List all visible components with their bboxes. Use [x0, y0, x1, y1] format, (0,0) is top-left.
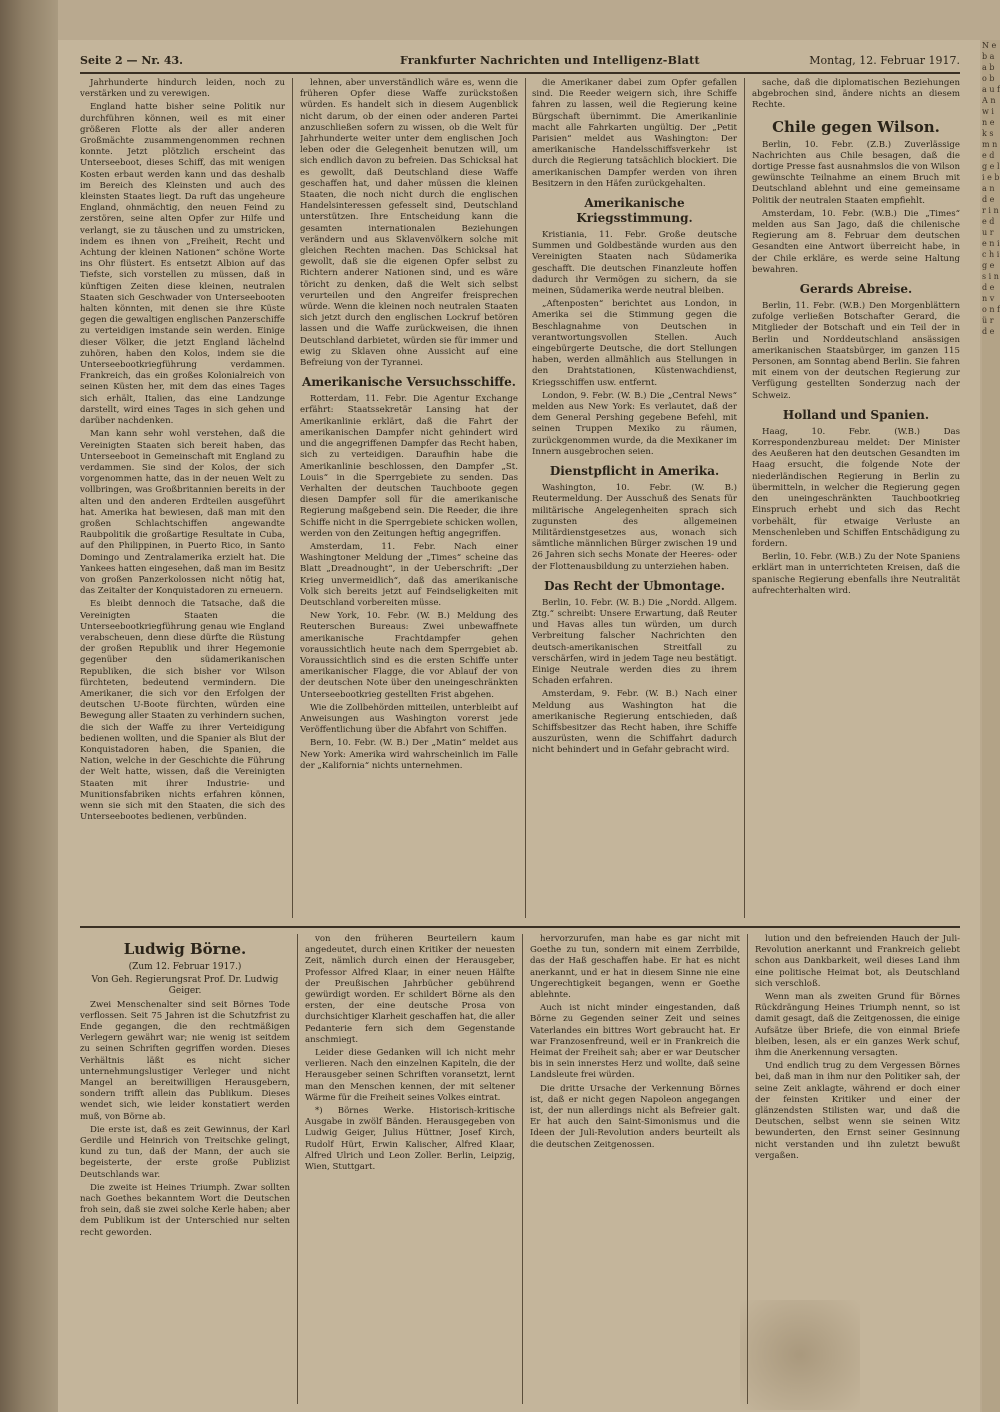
- headline-chile: Chile gegen Wilson.: [772, 117, 940, 136]
- column-divider: [297, 934, 298, 1404]
- paragraph: Amsterdam, 11. Febr. Nach einer Washingtoner Meldung der „Times“ scheine das Blatt „Dreadnought“, in der Ueberschrift: „Der Krieg unvermeidlich“, daß das amerikanische Volk sich bereits jetzt auf Feindseligkeiten mit Deutschland vorbereiten müsse.: [300, 541, 518, 608]
- column-divider: [744, 78, 745, 918]
- paragraph: Zwei Menschenalter sind seit Börnes Tode verflossen. Seit 75 Jahren ist die Schutzfrist zu Ende gegangen, die den rechtmäßigen Verlegern gewährt war; nie wenig ist seitdem zu seinen Schriften gegriffen worden. Dieses Verhältnis läßt es nicht sicher unternehmungslustiger Verleger und nicht Mangel an bereitwilligen Herausgebern, sondern trifft allein das Publikum. Dieses wendet sich, wie leider konstatiert werden muß, von Börne ab.: [80, 999, 290, 1122]
- article-column-4: [752, 78, 960, 918]
- paragraph: England hatte bisher seine Politik nur durchführen können, weil es mit einer größeren Flotte als der aller anderen Großmächte zusammengenommen rechnen konnte. Jetzt plötzlich erscheint das Unterseeboot, dieses Schiff, das mit wenigen Kosten erbaut werden kann und das deshalb im Bereich des Kleinsten und auch des kleinsten Staates liegt. Da ruft das ungeheure England, ohnmächtig, den neuen Feind zu zerstören, seine alten Opfer zur Hilfe und verlangt, sie zu täuschen und zu umstricken, indem es ihnen von „Freiheit, Recht und Achtung der kleinen Nationen“ schöne Worte ins Ohr flüstert. Es entsetzt Albion auf das Tiefste, sich vorstellen zu müssen, daß in künftigen Zeiten diese kleinen, neutralen Staaten sich Geschwader von Unterseebooten halten könnten, mit denen sie ihre Küste gegen die gewaltigen englischen Panzerschiffe zu verteidigen imstande sein werden. Einige dieser Völker, die jetzt England lächelnd zuhören, haben den Kolos, indem sie die Unterseebootkriegführung verdammen. Frankreich, das ein großes Kolonialreich von seinen Küsten her, mit dem das eines Tages sich erhält, Italien, das eine Landzunge darstellt, wird eines Tages in sich gehen und darüber nachdenken.: [80, 102, 285, 427]
- paragraph: Und endlich trug zu dem Vergessen Börnes bei, daß man in ihm nur den Politiker sah, der seine Zeit anklagte, während er doch einer der feinsten Kritiker und einer der glänzendsten Stilisten war, und daß die Deutschen, selbst wenn sie seinen Witz bewunderten, den Ernst seiner Gesinnung nicht verstanden und ihn zuletzt bewußt vergaßen.: [755, 1061, 960, 1161]
- paragraph: Kristiania, 11. Febr. Große deutsche Summen und Goldbestände wurden aus den Vereinigten Staaten nach Südamerika geschafft. Die deutschen Finanzleute hoffen dadurch ihr Vermögen zu sichern, da sie meinen, Südamerika werde neutral bleiben.: [532, 230, 737, 297]
- feuilleton-column-3: [530, 934, 740, 1404]
- paragraph: Amsterdam, 10. Febr. (W.B.) Die „Times“ melden aus San Jago, daß die chilenische Regierung am 8. Februar dem deutschen Gesandten eine Antwort überreicht habe, in der Chile erkläre, es werde seine Haltung bewahren.: [752, 208, 960, 275]
- paragraph: lehnen, aber unverständlich wäre es, wenn die früheren Opfer diese Waffe zurückstoßen würden. Es handelt sich in diesem Augenblick nicht darum, ob der einen oder anderen Partei anzuschließen sofern zu wissen, ob die Welt für Jahrhunderte weiter unter dem englischen Joch leben oder die Gelegenheit benutzen will, um sich endlich davon zu befreien. Das Schicksal hat es gewollt, daß Deutschland diese Waffe geschaffen hat, und daher müssen die kleinen Staaten, die noch nicht durch die englischen Handelsinteressen gefesselt sind, Deutschland unterstützen. Ihre Entscheidung kann die gesamten internationalen Beziehungen verändern und aus Sklavenvölkern solche mit gleichen Rechten machen. Das Schicksal hat gewollt, daß sie die eigenen Opfer selbst zu Richtern anderer Nationen sind, und es wäre töricht zu denken, daß die Welt sich selbst verurteilen und den Angreifer freisprechen würde. Wenn die kleinen noch neutralen Staaten sich jetzt durch den englischen Lockruf betören lassen und die Waffe zurückweisen, die ihnen Deutschland darbietet, würden sie für immer und ewig zu Sklaven ohne Aussicht auf eine Befreiung von der Tyrannei.: [300, 78, 518, 369]
- paragraph: „Aftenposten“ berichtet aus London, in Amerika sei die Stimmung gegen die Beschlagnahme von Deutschen in verantwortungsvollen Stellen. Auch eingebürgerte Deutsche, die dort Stellungen haben, werden allmählich aus Stellungen in den Drahtstationen, Küstenwachdienst, Kriegsschiffen usw. entfernt.: [532, 299, 737, 388]
- column-divider: [522, 934, 523, 1404]
- issue-date: Montag, 12. Februar 1917.: [809, 54, 960, 67]
- article-column-1: [80, 78, 285, 918]
- paragraph: Washington, 10. Febr. (W. B.) Reutermeldung. Der Ausschuß des Senats für militärische Angelegenheiten sprach sich zugunsten des allgemeinen Militärdienstgesetzes aus, wonach sich sämtliche männlichen Bürger zwischen 19 und 26 Jahren sich sechs Monate der Heeres- oder der Flottenausbildung zu unterziehen haben.: [532, 483, 737, 572]
- adjacent-page-strip: N e b a a b o b a u f A n w i n e k s m n e d g e l i e b a n d e r i n e d u r e n i c h i g e s i n d e n v o n f ü r d e: [982, 40, 1000, 1412]
- paragraph: *) Börnes Werke. Historisch-kritische Ausgabe in zwölf Bänden. Herausgegeben von Ludwig Geiger, Julius Hüttner, Josef Kirch, Rudolf Hürt, Erwin Kalischer, Alfred Klaar, Alfred Ulrich und Leon Zoller. Berlin, Leipzig, Wien, Stuttgart.: [305, 1106, 515, 1173]
- paragraph: Berlin, 11. Febr. (W.B.) Den Morgenblättern zufolge verließen Botschafter Gerard, die Mitglieder der Botschaft und ein Teil der in Berlin und Norddeutschland ansässigen amerikanischen Staatsbürger, im ganzen 115 Personen, am Sonntag abend Berlin. Sie fahren mit einem von der deutschen Regierung zur Verfügung gestellten Sonderzug nach der Schweiz.: [752, 301, 960, 401]
- masthead-title: Frankfurter Nachrichten und Intelligenz-Blatt: [400, 54, 700, 67]
- article-column-3: [532, 78, 737, 918]
- paragraph: sache, daß die diplomatischen Beziehungen abgebrochen sind, ändere nichts an diesem Rechte.: [752, 78, 960, 111]
- paragraph: New York, 10. Febr. (W. B.) Meldung des Reuterschen Bureaus: Zwei unbewaffnete amerikanische Frachtdampfer gehen voraussichtlich heute nach dem Sperrgebiet ab. Voraussichtlich sind es die ersten Schiffe unter amerikanischer Flagge, die vor Ablauf der von der deutschen Note über den uneingeschränkten Unterseebootkrieg gestellten Frist abgehen.: [300, 611, 518, 700]
- page-header: [80, 50, 960, 74]
- column-divider: [292, 78, 293, 918]
- paper-stain: [740, 1300, 860, 1410]
- feuilleton-subtitle: (Zum 12. Februar 1917.): [128, 962, 242, 972]
- paragraph: Man kann sehr wohl verstehen, daß die Vereinigten Staaten sich bereit haben, das Unterseeboot in Gemeinschaft mit England zu verdammen. Sie sind der Kolos, der sich vorgenommen hatte, das in der neuen Welt zu vollbringen, was Großbritannien bereits in der alten und den anderen Erdteilen ausgeführt hat. Amerika hat bewiesen, daß man mit den großen Schlachtschiffen angewandte Raubpolitik die großartige Resultate in Cuba, auf den Philippinen, in Puerto Rico, in Santo Domingo und Zentralamerika erzielt hat. Die Yankees hatten eingesehen, daß man im Besitz von großen Panzerkolossen nicht nötig hat, das Zeitalter der Konquistadoren zu erneuern.: [80, 429, 285, 597]
- paragraph: Wie die Zollbehörden mitteilen, unterbleibt auf Anweisungen aus Washington vorerst jede Veröffentlichung über die Abfahrt von Schiffen.: [300, 702, 518, 736]
- feuilleton-column-2: [305, 934, 515, 1404]
- headline-dienstpflicht: Dienstpflicht in Amerika.: [549, 464, 720, 479]
- paragraph: Es bleibt dennoch die Tatsache, daß die Vereinigten Staaten die Unterseebootkriegführung genau wie England verabscheuen, denn diese dürfte die Rüstung der großen Republik und ihrer Hegemonie gegenüber den südamerikanischen Republiken, die sich bisher vor Wilson fürchteten, bedeutend vermindern. Die Amerikaner, die sich vor den Erfolgen der deutschen U-Boote fürchten, würden eine Bewegung aller Staaten zu verhindern suchen, die sich der Waffe zu ihrer Verteidigung bedienen wollten, und die Spanier als Blut der Konquistadoren haben, die Spanien, die Nation, welche in der Geschichte die Führung der Welt hatte, wissen, daß die Vereinigten Staaten mit ihrer Industrie- und Munitionsfabriken nichts erfahren können, wenn sie sich mit den Staaten, die sich des Unterseebootes bedienen, verbünden.: [80, 599, 285, 823]
- paragraph: Berlin, 10. Febr. (W.B.) Zu der Note Spaniens erklärt man in unterrichteten Kreisen, daß die spanische Regierung ebenfalls ihre Neutralität aufrechterhalten wird.: [752, 552, 960, 596]
- paragraph: Rotterdam, 11. Febr. Die Agentur Exchange erfährt: Staatssekretär Lansing hat der Amerikanlinie erklärt, daß die Fahrt der amerikanischen Dampfer nicht gehindert wird und die angegriffenen Dampfer das Recht haben, sich zu verteidigen. Daraufhin habe die Amerikanlinie beschlossen, den Dampfer „St. Louis“ in die Sperrgebiete zu senden. Das Verhalten der deutschen Tauchboote gegen diesen Dampfer soll für die amerikanische Regierung maßgebend sein. Die Reeder, die ihre Schiffe nicht in die Sperrgebiete schicken wollen, werden von den Zeitungen heftig angegriffen.: [300, 394, 518, 539]
- paragraph: Leider diese Gedanken will ich nicht mehr verlieren. Nach den einzelnen Kapiteln, die der Herausgeber seinen Schriften voransetzt, lernt man den Menschen kennen, der mit seltener Wärme für die Freiheit seines Volkes eintrat.: [305, 1048, 515, 1103]
- paragraph: von den früheren Beurteilern kaum angedeutet, durch einen Kritiker der neuesten Zeit, nämlich durch einen der Herausgeber, Professor Alfred Klaar, in einer neuen Hälfte der Preußischen Jahrbücher gebührend gewürdigt worden. Er schildert Börne als den ersten, der eine deutsche Prosa von durchsichtiger Klarheit geschaffen hat, die aller Pedanterie fern sich dem Gegenstande anschmiegt.: [305, 934, 515, 1045]
- headline-kriegsstimmung: Amerikanische Kriegsstimmung.: [576, 196, 693, 226]
- paragraph: lution und den befreienden Hauch der Juli-Revolution anerkannt und Frankreich geliebt schon aus Dankbarkeit, weil dieses Land ihm eine politische Heimat bot, als Deutschland sich verschloß.: [755, 934, 960, 989]
- paragraph: Bern, 10. Febr. (W. B.) Der „Matin“ meldet aus New York: Amerika wird wahrscheinlich im Falle der „Kalifornia“ nichts unternehmen.: [300, 738, 518, 771]
- paragraph: die Amerikaner dabei zum Opfer gefallen sind. Die Reeder weigern sich, ihre Schiffe fahren zu lassen, weil die Regierung keine Bürgschaft übernimmt. Die Amerikanlinie macht alle Fahrkarten ungültig. Der „Petit Parisien“ meldet aus Washington: Der amerikanische Handelsschiffsverkehr ist durch die Regierung tatsächlich blockiert. Die amerikanischen Dampfer werden von ihren Besitzern in den Häfen zurückgehalten.: [532, 78, 737, 189]
- headline-holland-spanien: Holland und Spanien.: [782, 407, 930, 422]
- paragraph: Auch ist nicht minder eingestanden, daß Börne zu Gegenden seiner Zeit und seines Vaterlandes ein bittres Wort gebraucht hat. Er war Franzosenfreund, weil er in Frankreich die Heimat der Freiheit sah; aber er war Deutscher bis in sein innerstes Herz und wollte, daß seine Landsleute frei würden.: [530, 1003, 740, 1081]
- feuilleton-column-1: [80, 934, 290, 1404]
- paragraph: Jahrhunderte hindurch leiden, noch zu verstärken und zu verewigen.: [80, 78, 285, 100]
- paragraph: hervorzurufen, man habe es gar nicht mit Goethe zu tun, sondern mit einem Zerrbilde, das der Haß geschaffen habe. Er hat es nicht anerkannt, und er hat in diesem Sinne nie eine Ungerechtigkeit begangen, wenn er Goethe ablehnte.: [530, 934, 740, 1001]
- paragraph: Wenn man als zweiten Grund für Börnes Rückdrängung Heines Triumph nennt, so ist damit gesagt, daß die Zeitgenossen, die einige Aufsätze über Briefe, die von einmal Briefe bleiben, lesen, als er ein ganzes Werk schuf, ihm die Anerkennung versagten.: [755, 992, 960, 1059]
- feuilleton-title: Ludwig Börne.: [123, 940, 247, 958]
- feuilleton-author: Von Geh. Regierungsrat Prof. Dr. Ludwig Geiger.: [91, 975, 279, 997]
- article-column-2: [300, 78, 518, 918]
- page-number: Seite 2 — Nr. 43.: [80, 54, 183, 67]
- paragraph: Amsterdam, 9. Febr. (W. B.) Nach einer Meldung aus Washington hat die amerikanische Regierung entschieden, daß Schiffsbesitzer das Recht haben, ihre Schiffe auszurüsten, wenn die Schiffahrt dadurch nicht behindert und in Gefahr gebracht wird.: [532, 689, 737, 756]
- book-binding: [0, 0, 58, 1412]
- paragraph: Berlin, 10. Febr. (W. B.) Die „Nordd. Allgem. Ztg.“ schreibt: Unsere Erwartung, daß Reuter und Havas alles tun würden, um durch Verbreitung falscher Nachrichten den deutsch-amerikanischen Streitfall zu verschärfen, wird in jedem Tage neu bestätigt. Einige Neutrale werden dies zu ihrem Schaden erfahren.: [532, 597, 737, 687]
- column-divider: [525, 78, 526, 918]
- paragraph: Berlin, 10. Febr. (Z.B.) Zuverlässige Nachrichten aus Chile besagen, daß die dortige Presse fast ausnahmslos die von Wilson gewünschte Teilnahme an einem Bruch mit Deutschland ablehnt und eine gemeinsame Politik der neutralen Staaten empfiehlt.: [752, 139, 960, 206]
- headline-versuchsschiffe: Amerikanische Versuchsschiffe.: [302, 375, 516, 390]
- headline-recht-ubmontage: Das Recht der Ubmontage.: [544, 578, 725, 593]
- paragraph: Haag, 10. Febr. (W.B.) Das Korrespondenzbureau meldet: Der Minister des Aeußeren hat den deutschen Gesandten im Haag ersucht, die folgende Note der niederländischen Regierung in Berlin zu übermitteln, in welcher die Regierung gegen den uneingeschränkten Tauchbootkrieg Einspruch erhebt und sich das Recht vorbehält, für etwaige Verluste an Menschenleben und Schiffen Entschädigung zu fordern.: [752, 426, 960, 549]
- paragraph: London, 9. Febr. (W. B.) Die „Central News“ melden aus New York: Es verlautet, daß der dem General Pershing gegebene Befehl, mit seinen Truppen Mexiko zu räumen, zurückgenommen wurde, da die Mexikaner im Innern ausgebrochen seien.: [532, 390, 737, 457]
- headline-gerards-abreise: Gerards Abreise.: [799, 282, 913, 297]
- paragraph: Die zweite ist Heines Triumph. Zwar sollten nach Goethes bekanntem Wort die Deutschen froh sein, daß sie zwei solche Kerle haben; aber dem Publikum ist der Unterschied nur selten recht geworden.: [80, 1182, 290, 1238]
- feuilleton-separator: [80, 926, 960, 928]
- paragraph: Die erste ist, daß es zeit Gewinnus, der Karl Gerdile und Heinrich von Treitschke gelingt, kund zu tun, daß der Mann, der auch sie begeisterte, der erste große Publizist Deutschlands war.: [80, 1124, 290, 1180]
- paragraph: Die dritte Ursache der Verkennung Börnes ist, daß er nicht gegen Napoleon angegangen ist, der nun allerdings nicht als Befreier galt. Er hat auch den Saint-Simonismus und die Ideen der Juli-Revolution anders beurteilt als die deutschen Zeitgenossen.: [530, 1083, 740, 1150]
